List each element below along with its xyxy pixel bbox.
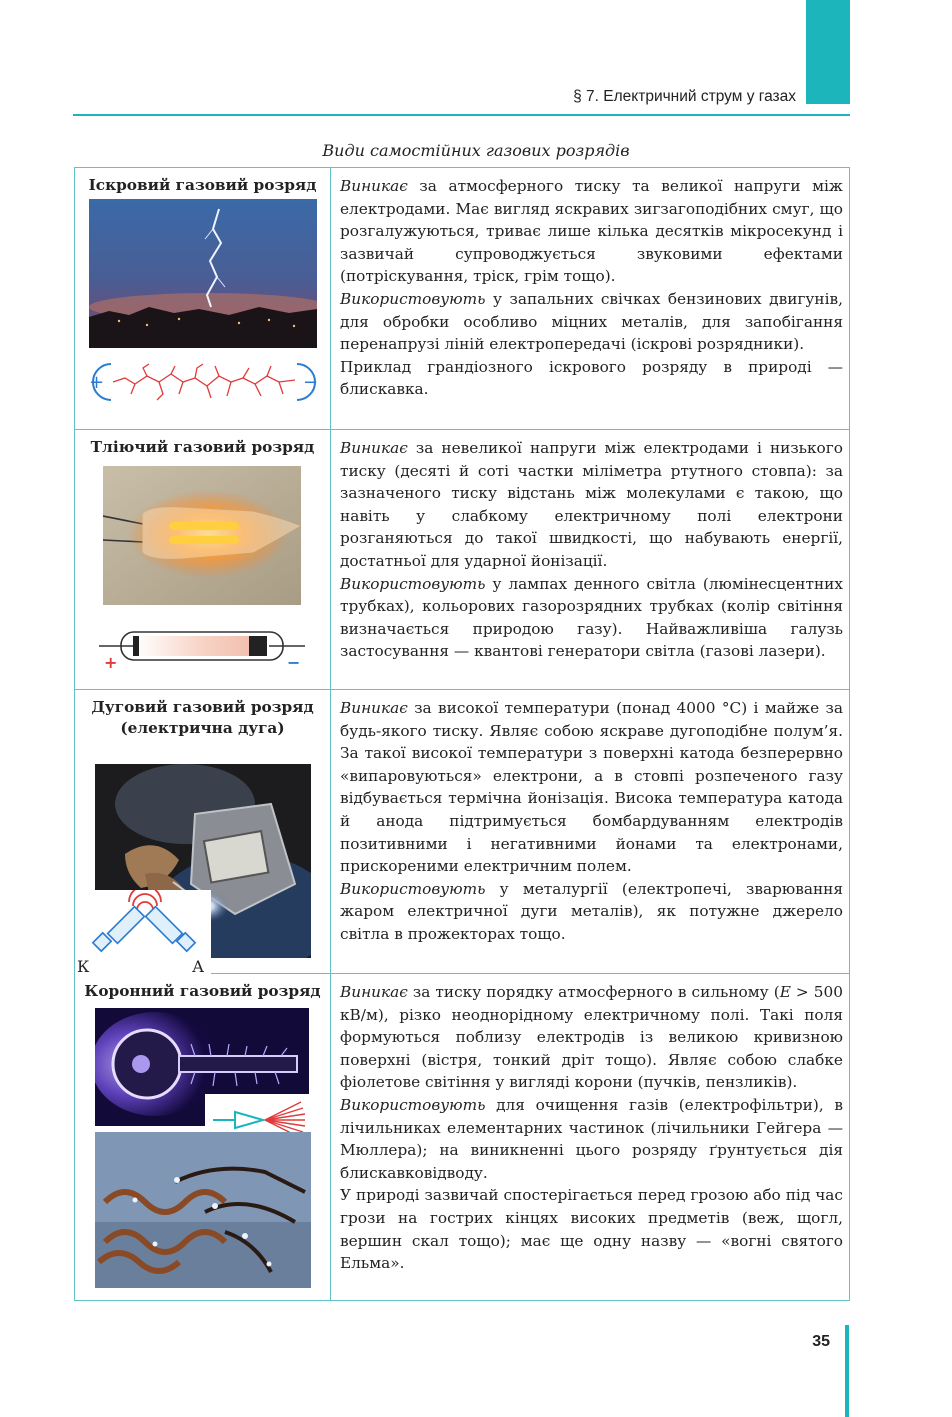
section-title: § 7. Електричний струм у газах bbox=[573, 88, 796, 105]
emphasis-term: Використовують bbox=[340, 1095, 486, 1114]
emphasis-term: Виникає bbox=[340, 983, 408, 1001]
minus-sign: − bbox=[287, 653, 301, 670]
description-text: У природі зазвичай спостерігається перед грозою або під час грози на гострих кінцях високих предметів (веж, щогл, вершин скал тощо); має ще одну назву — «вогні святого Ельма». bbox=[340, 1186, 843, 1273]
emphasis-term: Використовують bbox=[340, 879, 486, 898]
row-label-cell bbox=[75, 168, 331, 429]
gas-tube-diagram bbox=[99, 628, 305, 670]
description-text: Приклад грандіозного іскрового розряду в природі — блискавка. bbox=[340, 357, 843, 399]
minus-sign: − bbox=[303, 372, 319, 393]
row-description bbox=[331, 690, 849, 973]
table-row bbox=[75, 690, 849, 974]
cathode-label: К bbox=[77, 957, 90, 974]
row-description bbox=[331, 430, 849, 689]
field-variable: E bbox=[779, 983, 791, 1001]
table-row bbox=[75, 168, 849, 430]
description-text: за атмосферного тиску та великої напруги між електродами. Має вигляд яскравих зигзагоподібних смуг, що розгалужуються, триває лише кілька десятків мікросекунд і зазвичай супроводжується звуковими ефектами (потріскування, тріск, грім тощо). bbox=[340, 177, 843, 286]
description-text: за тиску порядку атмосферного в сильному ( bbox=[407, 983, 780, 1001]
description-text: за високої температури (понад 4000 °C) і майже за будь-якого тиску. Являє собою яскраве дугоподібне полум’я. За такої високої температури з поверхні катода безперервно «випаровуються» електрони, а в стовпі розпеченого газу відбувається термічна йонізація. Висока температура катода й анода підтримується бомбардуванням електродів позитивними і негативними йонами та електронами, прискореними електричним полем. bbox=[340, 699, 843, 876]
row-description bbox=[331, 168, 849, 429]
emphasis-term: Виникає bbox=[340, 699, 408, 717]
lightning-photo bbox=[89, 199, 317, 348]
row-label-cell bbox=[75, 430, 331, 689]
page-number: 35 bbox=[812, 1333, 830, 1350]
discharge-table bbox=[74, 167, 850, 1301]
row-title: Коронний газовий розряд bbox=[84, 982, 321, 1000]
description-text: у металургії (електропечі, зварювання жаром електричної дуги металів), як потужне джерело світла в прожекторах тощо. bbox=[340, 879, 843, 943]
anode-label: А bbox=[192, 957, 205, 974]
row-description bbox=[331, 974, 849, 1300]
header-divider bbox=[73, 114, 850, 116]
row-title: Тліючий газовий розряд bbox=[90, 438, 315, 456]
description-text: за невеликої напруги між електродами і низького тиску (десяті й соті частки міліметра ртутного стовпа): за зазначеного тиску відстань між молекулами є такою, що навіть у слабкому електричному полі електрони розганяються до такої швидкості, що набувають енергії, достатньої для ударної йонізації. bbox=[340, 439, 843, 570]
emphasis-term: Виникає bbox=[340, 439, 408, 457]
row-label-cell bbox=[75, 690, 331, 973]
spark-diagram bbox=[85, 360, 321, 404]
emphasis-term: Виникає bbox=[340, 177, 408, 195]
row-title: Іскровий газовий розряд bbox=[88, 176, 317, 194]
neon-lamp-photo bbox=[103, 466, 301, 605]
header-accent-block bbox=[806, 0, 850, 104]
row-title: Дуговий газовий розряд (електрична дуга) bbox=[91, 698, 314, 737]
corona-coils-photo bbox=[95, 1132, 311, 1288]
emphasis-term: Використовують bbox=[340, 289, 486, 308]
table-row bbox=[75, 430, 849, 690]
plus-sign: + bbox=[89, 372, 105, 393]
description-text: > 500 кВ/м), різко неоднорідному електричному полі. Такі поля формуються поблизу електродів із великою кривизною поверхні (вістря, тонкий дріт тощо). Являє собою слабке фіолетове світіння у вигляді корони (пучків, пензликів). bbox=[340, 983, 843, 1092]
page-accent-bar bbox=[845, 1325, 849, 1417]
description-text: у лампах денного світла (люмінесцентних трубках), кольорових газорозрядних трубках (колір світіння визначається природою газу). Найважливіша галузь застосування — квантові генератори світла (газові лазери). bbox=[340, 574, 843, 661]
description-text: для очищення газів (електрофільтри), в лічильниках елементарних частинок (лічильники Гейгера — Мюллера); на виникненні цього розряду ґрунтується дія блискавковідводу. bbox=[340, 1095, 843, 1182]
emphasis-term: Використовують bbox=[340, 574, 486, 593]
table-title: Види самостійних газових розрядів bbox=[322, 141, 630, 160]
description-text: у запальних свічках бензинових двигунів, для обробки особливо міцних металів, для запобігання перенапрузі ліній електропередачі (іскрові розрядники). bbox=[340, 289, 843, 354]
plus-sign: + bbox=[104, 653, 118, 670]
row-label-cell bbox=[75, 974, 331, 1300]
arc-electrodes-diagram bbox=[75, 890, 211, 974]
table-row bbox=[75, 974, 849, 1300]
